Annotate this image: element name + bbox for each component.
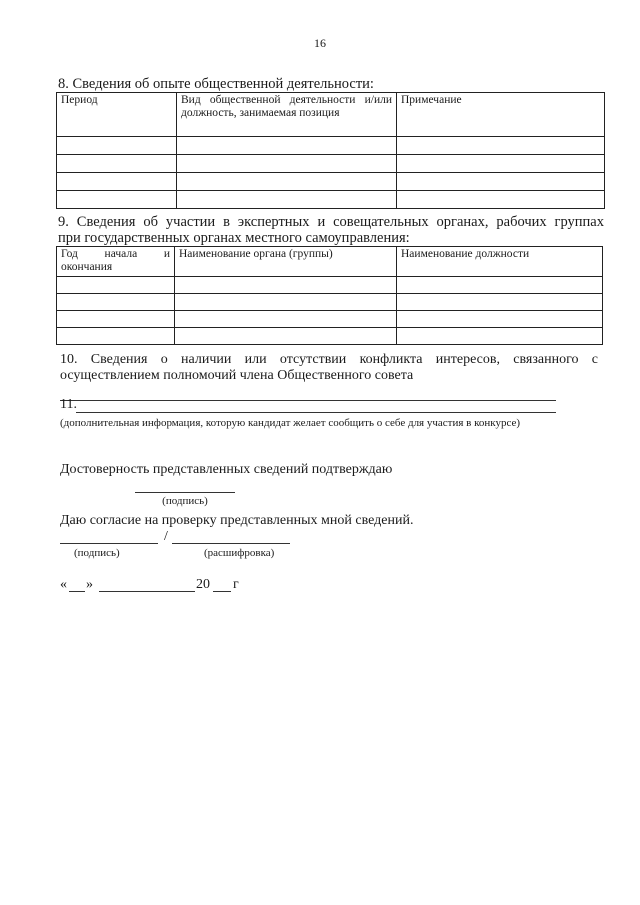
consent-text: Даю согласие на проверку представленных мной сведений. [60, 513, 414, 528]
consent-signature-label: (подпись) [74, 547, 120, 559]
date-year-prefix: 20 [196, 577, 210, 592]
table-cell[interactable] [57, 328, 175, 345]
table-cell[interactable] [175, 277, 397, 294]
table-cell[interactable] [177, 137, 397, 155]
table-row [57, 328, 603, 345]
table-cell[interactable] [57, 191, 177, 209]
consent-decoding-label: (расшифровка) [204, 547, 275, 559]
column-header-activity: Вид общественной деятельности и/или должность, занимаемая позиция [177, 93, 397, 137]
table-cell[interactable] [397, 191, 605, 209]
confirmation-text: Достоверность представленных сведений подтверждаю [60, 462, 393, 477]
table-cell[interactable] [57, 311, 175, 328]
date-day-line[interactable] [69, 591, 85, 592]
section-8-title: 8. Сведения об опыте общественной деятельности: [58, 76, 374, 92]
date-month-line[interactable] [99, 591, 195, 592]
section-9-title-line1: 9. Сведения об участии в экспертных и совещательных органах, рабочих группах [58, 214, 604, 230]
section-9-title-line2: при государственных органах местного самоуправления: [58, 230, 410, 246]
table-cell[interactable] [177, 173, 397, 191]
column-header-body-name: Наименование органа (группы) [175, 247, 397, 277]
page-number: 16 [314, 36, 326, 50]
consent-decoding-line[interactable] [172, 543, 290, 544]
consent-signature-line[interactable] [60, 543, 158, 544]
table-cell[interactable] [57, 155, 177, 173]
table-header-row [57, 93, 605, 137]
column-header-position: Наименование должности [397, 247, 603, 277]
table-row [57, 173, 605, 191]
confirmation-signature-line[interactable] [135, 492, 235, 493]
table-row [57, 137, 605, 155]
date-open-quote: « [60, 577, 67, 592]
table-row [57, 191, 605, 209]
table-cell[interactable] [397, 294, 603, 311]
table-cell[interactable] [57, 173, 177, 191]
consent-separator: / [164, 529, 168, 544]
date-year-line[interactable] [213, 591, 231, 592]
social-activity-table [56, 92, 605, 209]
table-cell[interactable] [175, 294, 397, 311]
additional-info-line[interactable] [76, 412, 556, 413]
expert-bodies-table [56, 246, 603, 345]
confirmation-signature-label: (подпись) [162, 495, 208, 507]
table-cell[interactable] [57, 277, 175, 294]
table-cell[interactable] [57, 294, 175, 311]
section-11-number: 11. [60, 397, 77, 412]
table-cell[interactable] [177, 155, 397, 173]
table-row [57, 294, 603, 311]
table-cell[interactable] [397, 328, 603, 345]
table-cell[interactable] [175, 311, 397, 328]
column-header-note: Примечание [397, 93, 605, 137]
column-header-period: Период [57, 93, 177, 137]
table-cell[interactable] [177, 191, 397, 209]
table-cell[interactable] [397, 155, 605, 173]
section-10-line1: 10. Сведения о наличии или отсутствии конфликта интересов, связанного с [60, 352, 598, 367]
date-year-suffix: г [233, 577, 239, 592]
date-close-quote: » [86, 577, 93, 592]
table-cell[interactable] [397, 277, 603, 294]
table-cell[interactable] [57, 137, 177, 155]
table-row [57, 155, 605, 173]
section-10-line2: осуществлением полномочий члена Общественного совета [60, 368, 414, 383]
table-row [57, 277, 603, 294]
table-header-row [57, 247, 603, 277]
table-cell[interactable] [397, 137, 605, 155]
table-cell[interactable] [397, 173, 605, 191]
table-cell[interactable] [175, 328, 397, 345]
column-header-years: Год начала и окончания [57, 247, 175, 277]
table-row [57, 311, 603, 328]
conflict-answer-line[interactable] [60, 400, 556, 401]
table-cell[interactable] [397, 311, 603, 328]
section-11-note: (дополнительная информация, которую кандидат желает сообщить о себе для участия в конкурсе) [60, 417, 521, 429]
